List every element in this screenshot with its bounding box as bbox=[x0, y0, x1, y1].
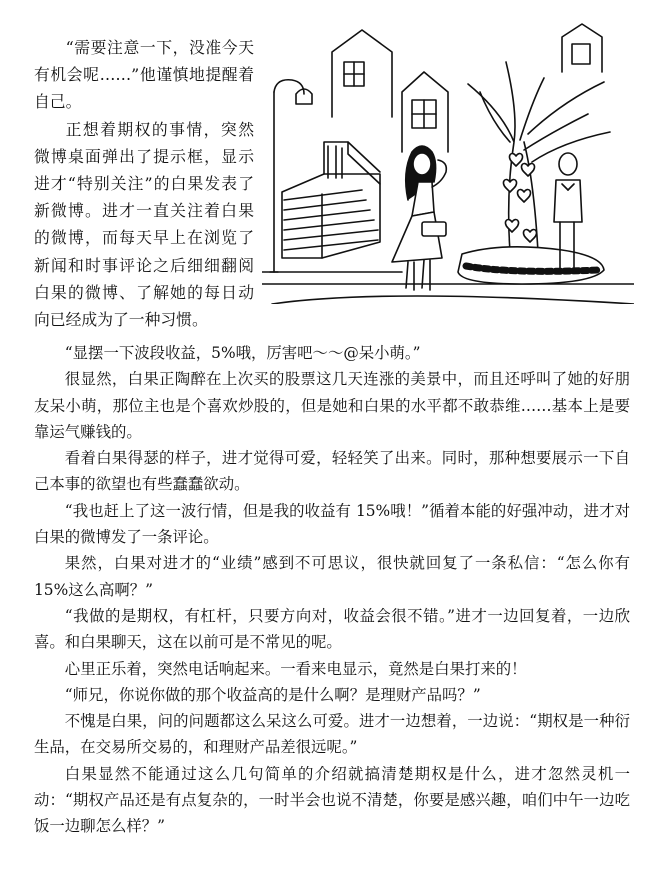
wide-text-column bbox=[34, 340, 630, 840]
paragraph: 果然，白果对进才的“业绩”感到不可思议，很快就回复了一条私信：“怎么你有 15%这么高啊？” bbox=[34, 554, 630, 599]
paragraph: “我做的是期权，有杠杆，只要方向对，收益会很不错。”进才一边回复着，一边欣喜。和白果聊天，这在以前可是不常见的呢。 bbox=[34, 606, 630, 652]
paragraph: 心里正乐着，突然电话响起来。一看来电显示，竟然是白果打来的！ bbox=[64, 659, 527, 678]
staircase bbox=[282, 142, 380, 258]
building-left bbox=[332, 30, 392, 117]
paragraph: “需要注意一下，没准今天有机会呢……”他谨慎地提醒着自己。 bbox=[34, 38, 254, 112]
building-right bbox=[562, 24, 602, 72]
building-center bbox=[402, 72, 448, 152]
girl-figure bbox=[392, 146, 446, 290]
paragraph: “显摆一下波段收益，5%哦，厉害吧～～@呆小萌。” bbox=[64, 344, 421, 362]
tree bbox=[458, 62, 610, 284]
paragraph: 不愧是白果，问的问题都这么呆这么可爱。进才一边想着，一边说：“期权是一种衍生品，在交易所交易的，和理财产品差很远呢。” bbox=[34, 712, 630, 757]
illustration bbox=[262, 22, 634, 304]
paragraph: “师兄，你说你做的那个收益高的是什么啊？是理财产品吗？” bbox=[64, 685, 481, 704]
street-lamp bbox=[270, 80, 312, 272]
paragraph: “我也赶上了这一波行情，但是我的收益有 15%哦！”循着本能的好强冲动，进才对白果的微博发了一条评论。 bbox=[34, 501, 630, 547]
paragraph: 看着白果得瑟的样子，进才觉得可爱，轻轻笑了出来。同时，那种想要展示一下自己本事的欲望也有些蠢蠢欲动。 bbox=[34, 449, 630, 494]
paragraph: 正想着期权的事情，突然微博桌面弹出了提示框，显示进才“特别关注”的白果发表了新微博。进才一直关注着白果的微博，而每天早上在浏览了新闻和时事评论之后细细翻阅白果的微博、了解她的每日动向已经成为了一种习惯。 bbox=[34, 119, 254, 330]
paragraph: 很显然，白果正陶醉在上次买的股票这几天连涨的美景中，而且还呼叫了她的好朋友呆小萌，那位主也是个喜欢炒股的，但是她和白果的水平都不敢恭维……基本上是要靠运气赚钱的。 bbox=[34, 370, 630, 441]
paragraph: 白果显然不能通过这么几句简单的介绍就搞清楚期权是什么，进才忽然灵机一动：“期权产品还是有点复杂的，一时半会也说不清楚，你要是感兴趣，咱们中午一边吃饭一边聊怎么样？” bbox=[34, 764, 630, 836]
narrow-text-column bbox=[34, 34, 254, 333]
